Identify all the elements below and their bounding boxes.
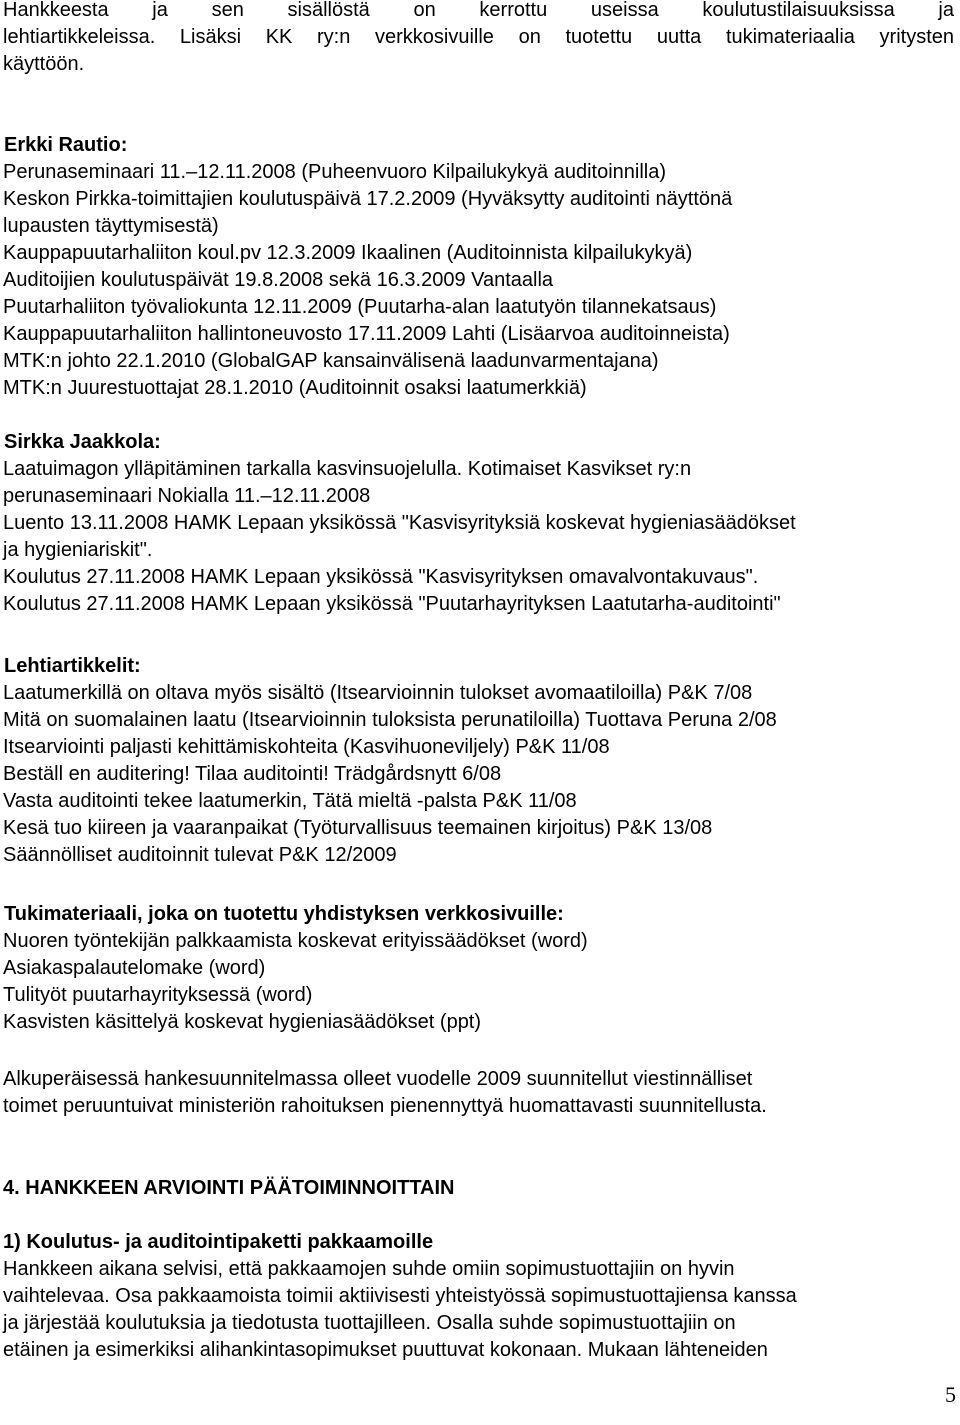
support-line: Tulityöt puutarhayrityksessä (word) — [3, 984, 313, 1006]
support-line: Asiakaspalautelomake (word) — [3, 957, 266, 979]
article-line: Kesä tuo kiireen ja vaaranpaikat (Työturvallisuus teemainen kirjoitus) P&K 13/08 — [3, 817, 713, 839]
support-line: Nuoren työntekijän palkkaamista koskevat erityissäädökset (word) — [3, 930, 588, 952]
intro-line: käyttöön. — [3, 53, 85, 75]
article-line: Laatumerkillä on oltava myös sisältö (Itsearvioinnin tulokset avomaatiloilla) P&K 7/08 — [3, 682, 753, 704]
support-line: Kasvisten käsittelyä koskevat hygieniasäädökset (ppt) — [3, 1011, 482, 1033]
subsection-1-line: ja järjestää koulutuksia ja tiedotusta tuottajilleen. Osalla suhde sopimustuottajiin on — [3, 1312, 736, 1334]
article-line: Vasta auditointi tekee laatumerkin, Tätä mieltä -palsta P&K 11/08 — [3, 790, 577, 812]
article-line: Säännölliset auditoinnit tulevat P&K 12/2009 — [3, 844, 397, 866]
plan-line: Alkuperäisessä hankesuunnitelmassa olleet vuodelle 2009 suunnitellut viestinnälliset — [3, 1068, 753, 1090]
rautio-line: Puutarhaliiton työvaliokunta 12.11.2009 (Puutarha-alan laatutyön tilannekatsaus) — [3, 296, 717, 318]
section-heading-jaakkola: Sirkka Jaakkola: — [4, 431, 161, 453]
rautio-line: MTK:n johto 22.1.2010 (GlobalGAP kansainvälisenä laadunvarmentajana) — [3, 350, 659, 372]
intro-line: Hankkeesta ja sen sisällöstä on kerrottu useissa koulutustilaisuuksissa ja — [3, 0, 954, 21]
rautio-line: Auditoijien koulutuspäivät 19.8.2008 sekä 16.3.2009 Vantaalla — [3, 269, 554, 291]
rautio-line: Keskon Pirkka-toimittajien koulutuspäivä 17.2.2009 (Hyväksytty auditointi näyttönä — [3, 188, 733, 210]
intro-line: lehtiartikkeleissa. Lisäksi KK ry:n verkkosivuille on tuotettu uutta tukimateriaalia yritysten — [3, 26, 954, 48]
subsection-1-heading: 1) Koulutus- ja auditointipaketti pakkaamoille — [3, 1231, 434, 1253]
article-line: Mitä on suomalainen laatu (Itsearvioinnin tuloksista perunatiloilla) Tuottava Peruna 2/08 — [3, 709, 777, 731]
section-4-heading: 4. HANKKEEN ARVIOINTI PÄÄTOIMINNOITTAIN — [3, 1177, 455, 1199]
section-heading-rautio: Erkki Rautio: — [4, 134, 128, 156]
rautio-line: lupausten täyttymisestä) — [3, 215, 219, 237]
jaakkola-line: perunaseminaari Nokialla 11.–12.11.2008 — [3, 485, 371, 507]
jaakkola-line: Laatuimagon ylläpitäminen tarkalla kasvinsuojelulla. Kotimaiset Kasvikset ry:n — [3, 458, 692, 480]
article-line: Beställ en auditering! Tilaa auditointi! Trädgårdsnytt 6/08 — [3, 763, 502, 785]
rautio-line: MTK:n Juurestuottajat 28.1.2010 (Auditoinnit osaksi laatumerkkiä) — [3, 377, 587, 399]
page-number: 5 — [945, 1382, 956, 1407]
jaakkola-line: Koulutus 27.11.2008 HAMK Lepaan yksikössä "Kasvisyrityksen omavalvontakuvaus". — [3, 566, 759, 588]
subsection-1-line: Hankkeen aikana selvisi, että pakkaamojen suhde omiin sopimustuottajiin on hyvin — [3, 1258, 735, 1280]
rautio-line: Perunaseminaari 11.–12.11.2008 (Puheenvuoro Kilpailukykyä auditoinnilla) — [3, 161, 667, 183]
jaakkola-line: Koulutus 27.11.2008 HAMK Lepaan yksikössä "Puutarhayrityksen Laatutarha-auditointi" — [3, 593, 781, 615]
section-heading-support: Tukimateriaali, joka on tuotettu yhdistyksen verkkosivuille: — [4, 903, 564, 925]
plan-line: toimet peruuntuivat ministeriön rahoituksen pienennyttyä huomattavasti suunnitellusta. — [3, 1095, 767, 1117]
jaakkola-line: ja hygieniariskit". — [3, 539, 153, 561]
subsection-1-line: etäinen ja esimerkiksi alihankintasopimukset puuttuvat kokonaan. Mukaan lähteneiden — [3, 1339, 768, 1361]
rautio-line: Kauppapuutarhaliiton hallintoneuvosto 17.11.2009 Lahti (Lisäarvoa auditoinneista) — [3, 323, 730, 345]
rautio-line: Kauppapuutarhaliiton koul.pv 12.3.2009 Ikaalinen (Auditoinnista kilpailukykyä) — [3, 242, 693, 264]
section-heading-articles: Lehtiartikkelit: — [4, 655, 141, 677]
subsection-1-line: vaihtelevaa. Osa pakkaamoista toimii aktiivisesti yhteistyössä sopimustuottajiensa kanssa — [3, 1285, 797, 1307]
jaakkola-line: Luento 13.11.2008 HAMK Lepaan yksikössä "Kasvisyrityksiä koskevat hygieniasäädökset — [3, 512, 796, 534]
article-line: Itsearviointi paljasti kehittämiskohteita (Kasvihuoneviljely) P&K 11/08 — [3, 736, 610, 758]
